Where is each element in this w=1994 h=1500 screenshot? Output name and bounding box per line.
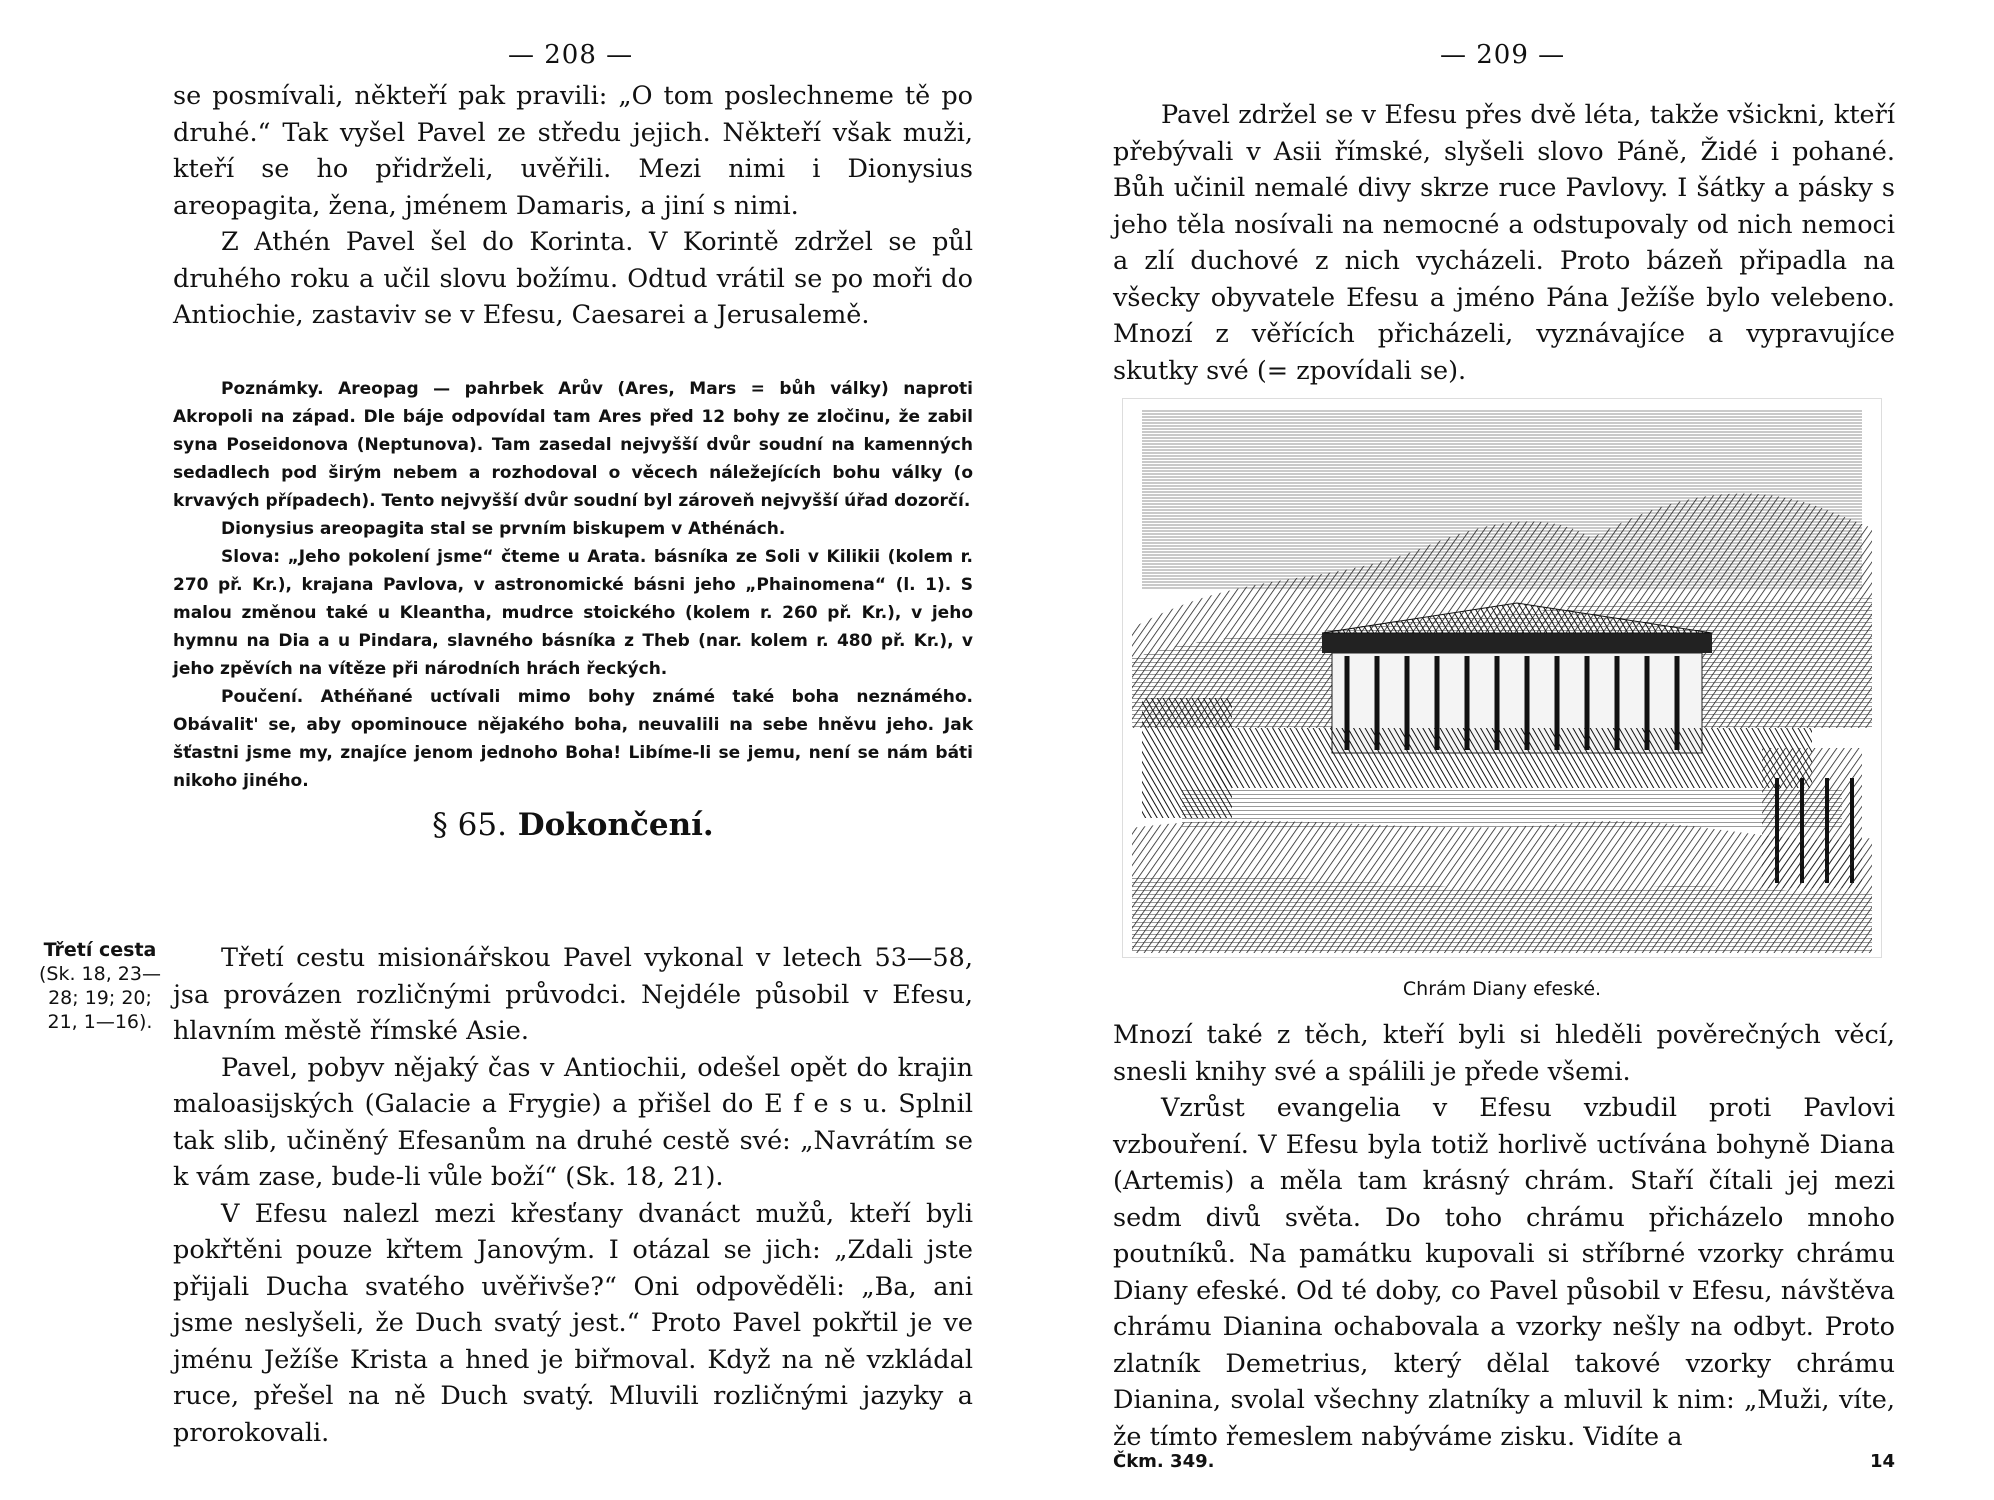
illustration-caption: Chrám Diany efeské.	[1402, 978, 1602, 1000]
lesson-paragraph	[173, 683, 973, 795]
margin-reference: (Sk. 18, 23—28; 19; 20; 21, 1—16).	[39, 963, 161, 1033]
paragraph: Pavel zdržel se v Efesu přes dvě léta, takže všickni, kteří přebývali v Asii římské, slyšeli slovo Páně, Židé i pohané. Bůh učinil nemalé divy skrze ruce Pavlovy. I šátky a pásky s jeho těla nosívali na nemocné a odstupovaly od nich nemoci a zlí duchové z nich vycházeli. Proto bázeň připadla na všecky obyvatele Efesu a jméno Pána Ježíše bylo velebeno. Mnozí z věřících přicházeli, vyznávajíce a vypravujíce skutky své (= zpovídali se).	[1113, 100, 1895, 386]
paragraph: se posmívali, někteří pak pravili: „O tom poslechneme tě po druhé.“ Tak vyšel Pavel ze středu jejich. Někteří však muži, kteří se ho přidrželi, uvěřili. Mezi nimi i Dionysius areopagita, žena, jménem Damaris, a jiní s nimi.	[173, 81, 973, 221]
page-number: — 209 —	[1440, 40, 1566, 70]
right-top-text	[1113, 97, 1895, 389]
paragraph: Z Athén Pavel šel do Korinta. V Korintě zdržel se půl druhého roku a učil slovu božímu. Odtud vrátil se po moři do Antiochie, zastaviv se v Efesu, Caesarei a Jerusalemě.	[173, 227, 973, 330]
section-text	[173, 940, 973, 1451]
note-paragraph: Slova: „Jeho pokolení jsme“ čteme u Arata. básníka ze Soli v Kilikii (kolem r. 270 př. Kr.), krajana Pavlova, v astronomické básni jeho „Phainomena“ (l. 1). S malou změnou také u Kleantha, mudrce stoického (kolem r. 260 př. Kr.), v jeho hymnu na Dia a u Pindara, slavného básníka z Theb (nar. kolem r. 480 př. Kr.), v jeho zpěvích na vítěze při národních hrách řeckých.	[173, 547, 973, 679]
lesson-label: Poučení.	[221, 687, 304, 707]
paragraph: Pavel, pobyv nějaký čas v Antiochii, odešel opět do krajin maloasijských (Galacie a Frygie) a přišel do E f e s u. Splnil tak slib, učiněný Efesanům na druhé cestě své: „Navrátím se k vám zase, bude-li vůle boží“ (Sk. 18, 21).	[173, 1052, 973, 1192]
paragraph: V Efesu nalezl mezi křesťany dvanáct mužů, kteří byli pokřtěni pouze křtem Janovým. I otázal se jich: „Zdali jste přijali Ducha svatého uvěřivše?“ Oni odpověděli: „Ba, ani jsme neslyšeli, že Duch svatý jest.“ Proto Pavel pokřtil je ve jménu Ježíše Krista a hned je biřmoval. Když na ně vzkládal ruce, přešel na ně Duch svatý. Mluvili rozličnými jazyky a prorokovali.	[173, 1198, 973, 1448]
notes-block	[173, 375, 973, 847]
lesson-text: Athéňané uctívali mimo bohy známé také boha neznámého. Obávalit' se, aby opominouce nějakého boha, neuvalili na sebe hněvu jeho. Jak šťastni jsme my, znajíce jenom jednoho Boha! Libíme-li se jemu, není se nám báti nikoho jiného.	[173, 687, 973, 791]
page-number: — 208 —	[508, 40, 634, 70]
sheet-number: 14	[1869, 1451, 1895, 1472]
temple-illustration	[1122, 398, 1882, 958]
paragraph: Třetí cestu misionářskou Pavel vykonal v letech 53—58, jsa provázen rozličnými průvodci. Nejdéle působil v Efesu, hlavním městě římské Asie.	[173, 943, 973, 1046]
note-text: Areopag — pahrbek Arův (Ares, Mars = bůh války) naproti Akropoli na západ. Dle báje odpovídal tam Ares před 12 bohy ze zločinu, že zabil syna Poseidonova (Neptunova). Tam zasedal nejvyšší dvůr soudní na kamenných sedadlech pod širým nebem a rozhodoval o věcech náležejících bohu války (o krvavých případech). Tento nejvyšší dvůr soudní byl zároveň nejvyšší úřad dozorčí.	[173, 379, 974, 511]
margin-title: Třetí cesta	[43, 939, 157, 961]
section-number: § 65.	[432, 807, 507, 843]
notes-label: Poznámky.	[221, 379, 324, 399]
right-page	[1000, 0, 1994, 1500]
margin-note	[30, 938, 170, 1034]
note-paragraph: Dionysius areopagita stal se prvním biskupem v Athénách.	[221, 519, 786, 539]
section-title: Dokončení.	[517, 807, 714, 843]
paragraph: Mnozí také z těch, kteří byli si hleděli pověrečných věcí, snesli knihy své a spálili je přede všemi.	[1113, 1020, 1895, 1087]
right-bottom-text	[1113, 1017, 1895, 1455]
note-paragraph	[173, 375, 973, 515]
page-footer	[1113, 1451, 1895, 1472]
temple-of-diana-engraving-icon	[1122, 398, 1882, 958]
printer-signature: Čkm. 349.	[1113, 1451, 1215, 1472]
paragraph: Vzrůst evangelia v Efesu vzbudil proti Pavlovi vzbouření. V Efesu byla totiž horlivě uctívána bohyně Diana (Artemis) a měla tam krásný chrám. Staří čítali jej mezi sedm divů světa. Do toho chrámu přicházelo mnoho poutníků. Na památku kupovali si stříbrné vzorky chrámu Diany efeské. Od té doby, co Pavel působil v Efesu, návštěva chrámu Dianina ochabovala a vzorky nešly na odbyt. Proto zlatník Demetrius, který dělal takové vzorky chrámu Dianina, svolal všechny zlatníky a mluvil k nim: „Muži, víte, že tímto řemeslem nabýváme zisku. Vidíte a	[1113, 1093, 1895, 1452]
section-heading	[173, 807, 973, 843]
left-top-text	[173, 78, 973, 334]
